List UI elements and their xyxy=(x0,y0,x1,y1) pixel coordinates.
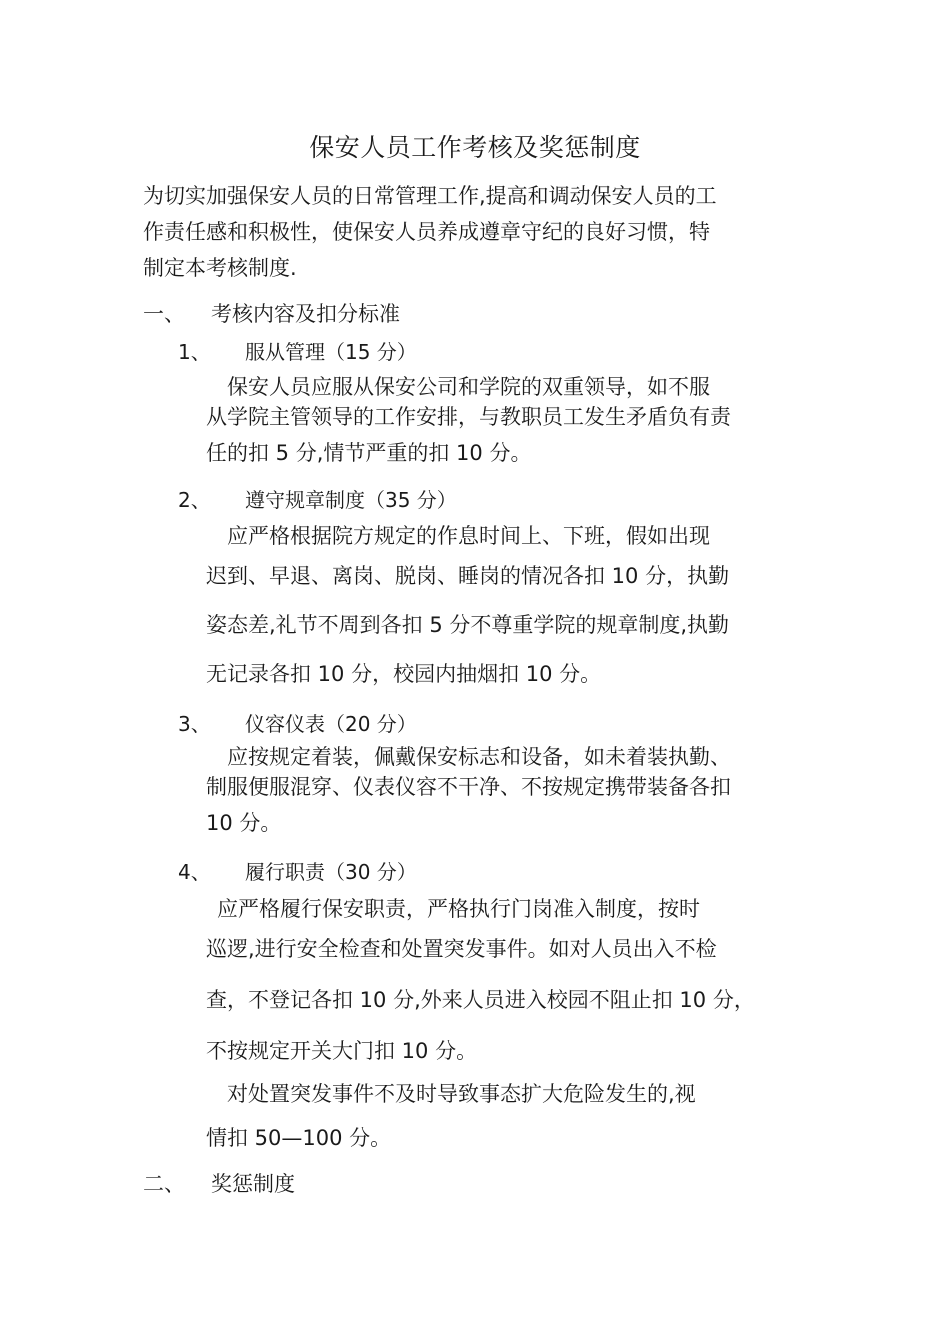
item-paragraph-3 xyxy=(206,742,816,838)
paragraph-line: 巡逻,进行安全检查和处置突发事件。如对人员出入不检 xyxy=(206,937,717,961)
paragraph-line: 迟到、早退、离岗、脱岗、睡岗的情况各扣 10 分，执勤 xyxy=(206,564,730,588)
paragraph-line: 姿态差,礼节不周到各扣 5 分不尊重学院的规章制度,执勤 xyxy=(206,613,730,637)
paragraph-line: 无记录各扣 10 分，校园内抽烟扣 10 分。 xyxy=(206,662,602,686)
item-heading-1 xyxy=(178,336,417,365)
item-label: 履行职责（30 分） xyxy=(245,860,417,884)
paragraph-line: 应按规定着装，佩戴保安标志和设备，如未着装执勤、 xyxy=(206,745,731,769)
paragraph-line: 制服便服混穿、仪表仪容不干净、不按规定携带装备各扣 xyxy=(206,775,731,799)
intro-paragraph xyxy=(143,178,808,286)
paragraph-line: 不按规定开关大门扣 10 分。 xyxy=(206,1039,478,1063)
item-heading-3 xyxy=(178,708,417,737)
paragraph-line: 应严格履行保安职责，严格执行门岗准入制度，按时 xyxy=(196,897,700,921)
paragraph-line: 对处置突发事件不及时导致事态扩大危险发生的,视 xyxy=(206,1082,696,1106)
item-heading-2 xyxy=(178,484,457,513)
item-paragraph-2 xyxy=(206,518,816,697)
item-number: 1、 xyxy=(178,340,211,364)
item-number: 2、 xyxy=(178,488,211,512)
section-label: 奖惩制度 xyxy=(211,1172,295,1196)
item-number: 4、 xyxy=(178,860,211,884)
item-label: 遵守规章制度（35 分） xyxy=(245,488,457,512)
paragraph-line: 10 分。 xyxy=(206,811,282,835)
item-heading-4 xyxy=(178,856,417,885)
paragraph-line: 保安人员应服从保安公司和学院的双重领导，如不服 xyxy=(206,375,710,399)
intro-line: 为切实加强保安人员的日常管理工作,提高和调动保安人员的工 xyxy=(143,184,717,208)
paragraph-line: 应严格根据院方规定的作息时间上、下班，假如出现 xyxy=(206,524,710,548)
section-number: 一、 xyxy=(143,302,185,326)
item-label: 服从管理（15 分） xyxy=(245,340,417,364)
item-number: 3、 xyxy=(178,712,211,736)
section-label: 考核内容及扣分标准 xyxy=(211,302,400,326)
paragraph-line: 查，不登记各扣 10 分,外来人员进入校园不阻止扣 10 分， xyxy=(206,988,755,1012)
intro-line: 制定本考核制度. xyxy=(143,256,297,280)
paragraph-line: 情扣 50—100 分。 xyxy=(206,1126,392,1150)
item-paragraph-4-extra xyxy=(206,1076,816,1164)
item-paragraph-1 xyxy=(206,372,816,468)
item-paragraph-4 xyxy=(196,891,806,1074)
section-heading-1 xyxy=(143,298,400,328)
intro-line: 作责任感和积极性，使保安人员养成遵章守纪的良好习惯，特 xyxy=(143,220,710,244)
document-title: 保安人员工作考核及奖惩制度 xyxy=(309,133,641,162)
paragraph-line: 从学院主管领导的工作安排，与教职员工发生矛盾负有责 xyxy=(206,405,731,429)
item-label: 仪容仪表（20 分） xyxy=(245,712,417,736)
section-number: 二、 xyxy=(143,1172,185,1196)
section-heading-2 xyxy=(143,1168,295,1198)
paragraph-line: 任的扣 5 分,情节严重的扣 10 分。 xyxy=(206,441,532,465)
